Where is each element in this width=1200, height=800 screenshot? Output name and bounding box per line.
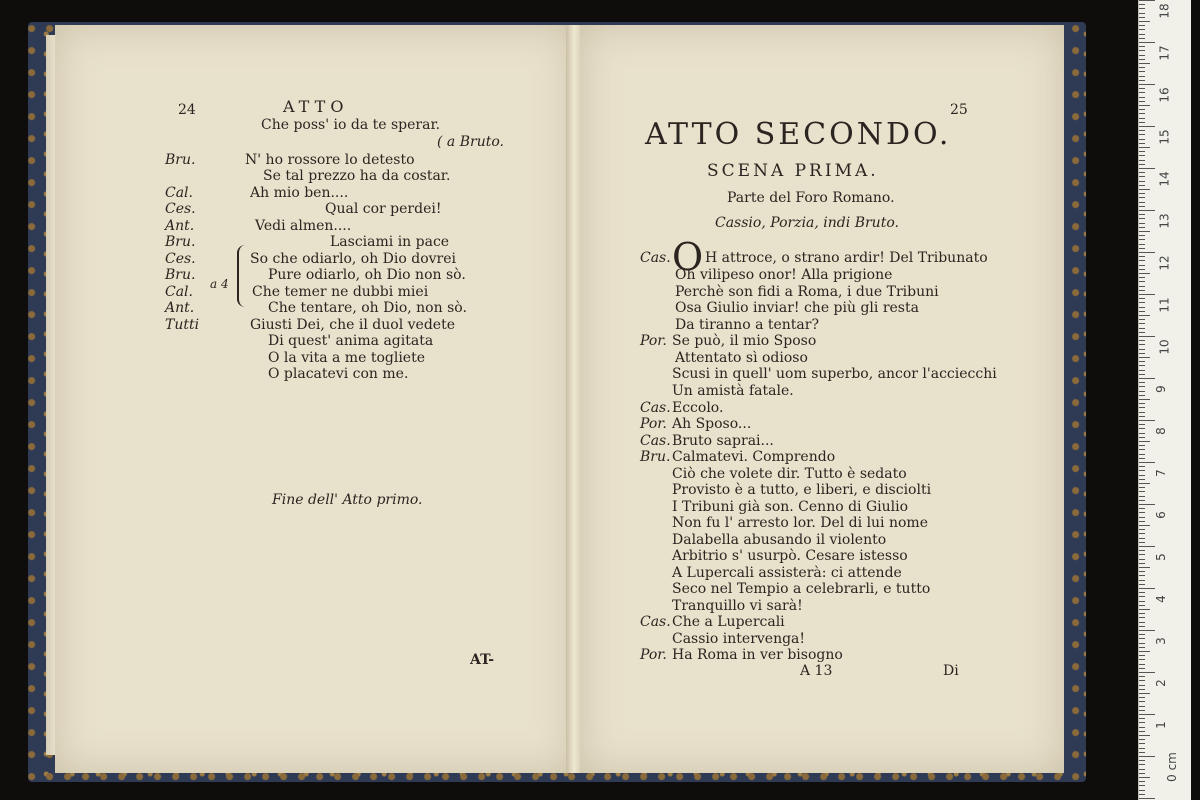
ruler-number: 0 cm: [1164, 752, 1179, 782]
ruler-number: 3: [1153, 637, 1168, 645]
ruler-tick: [1139, 517, 1145, 518]
ruler-tick: [1139, 601, 1145, 602]
end-note: Fine dell' Atto primo.: [272, 492, 423, 508]
ruler-tick: [1139, 370, 1145, 371]
ruler-tick: [1139, 105, 1150, 106]
ruler-tick: [1139, 197, 1145, 198]
line: Cassio intervenga!: [672, 631, 806, 647]
line: Seco nel Tempio a celebrarli, e tutto: [672, 581, 931, 597]
line: Oh vilipeso onor! Alla prigione: [675, 267, 893, 283]
ruler-tick: [1139, 0, 1155, 1]
ruler-tick: [1139, 290, 1145, 291]
line: O placatevi con me.: [268, 366, 409, 382]
ruler-tick: [1139, 307, 1145, 308]
ruler-tick: [1139, 59, 1145, 60]
ruler-number: 14: [1157, 171, 1172, 187]
ruler-tick: [1139, 756, 1155, 757]
ruler-tick: [1139, 344, 1145, 345]
ruler-tick: [1139, 395, 1145, 396]
speaker: Por.: [640, 333, 667, 349]
speaker: Tutti: [165, 317, 200, 333]
line: Pure odiarlo, oh Dio non sò.: [268, 267, 466, 283]
line: Perchè son fidi a Roma, i due Tribuni: [675, 284, 939, 300]
ruler-tick: [1139, 147, 1150, 148]
left-header: ATTO: [283, 97, 349, 116]
ruler-tick: [1139, 428, 1145, 429]
ruler-tick: [1139, 25, 1145, 26]
line: Eccolo.: [672, 400, 724, 416]
ruler-tick: [1139, 760, 1145, 761]
line: Un amistà fatale.: [672, 383, 794, 399]
ruler-tick: [1139, 643, 1145, 644]
ruler-number: 15: [1157, 129, 1172, 145]
ruler-number: 13: [1157, 213, 1172, 229]
line: So che odiarlo, oh Dio dovrei: [250, 251, 457, 267]
line: Non fu l' arresto lor. Del di lui nome: [672, 515, 928, 531]
speaker: Cas.: [640, 250, 671, 266]
line: Attentato sì odioso: [675, 350, 808, 366]
ruler-tick: [1139, 546, 1155, 547]
ruler-tick: [1139, 571, 1145, 572]
line: N' ho rossore lo detesto: [245, 152, 415, 168]
speaker: Cal.: [165, 284, 193, 300]
ruler-tick: [1139, 483, 1150, 484]
ruler-tick: [1139, 706, 1145, 707]
ruler-tick: [1139, 769, 1145, 770]
ruler-tick: [1139, 701, 1145, 702]
ruler-tick: [1139, 416, 1145, 417]
line: Provisto è a tutto, e liberi, e disciolti: [672, 482, 932, 498]
ruler-tick: [1139, 668, 1145, 669]
ruler-tick: [1139, 50, 1145, 51]
ruler-tick: [1139, 67, 1145, 68]
ruler-tick: [1139, 46, 1145, 47]
line: Ah mio ben....: [250, 185, 349, 201]
ruler-tick: [1139, 542, 1145, 543]
line: Ha Roma in ver bisogno: [672, 647, 843, 663]
ruler-tick: [1139, 529, 1145, 530]
ruler-tick: [1139, 554, 1145, 555]
ruler-tick: [1139, 437, 1145, 438]
ruler-number: 6: [1153, 511, 1168, 519]
ruler-tick: [1139, 21, 1150, 22]
ruler-tick: [1139, 349, 1145, 350]
ruler-tick: [1139, 97, 1145, 98]
line: Tranquillo vi sarà!: [672, 598, 803, 614]
line: Che a Lupercali: [672, 614, 785, 630]
ruler-tick: [1139, 420, 1155, 421]
ruler-tick: [1139, 680, 1145, 681]
speaker: Cas.: [640, 614, 671, 630]
ruler-tick: [1139, 143, 1145, 144]
ruler-tick: [1139, 4, 1145, 5]
speaker: Ant.: [165, 300, 195, 316]
ruler-number: 11: [1157, 297, 1172, 313]
ruler-tick: [1139, 647, 1145, 648]
ruler-tick: [1139, 256, 1145, 257]
line: O la vita a me togliete: [268, 350, 425, 366]
ruler-tick: [1139, 193, 1145, 194]
ruler-tick: [1139, 76, 1145, 77]
ruler-tick: [1139, 559, 1145, 560]
ruler-tick: [1139, 525, 1150, 526]
ruler-tick: [1139, 206, 1145, 207]
ruler-number: 18: [1157, 3, 1172, 19]
right-catchword: Di: [943, 663, 959, 679]
ruler-tick: [1139, 323, 1145, 324]
ruler-tick: [1139, 651, 1150, 652]
signature-mark: A 13: [800, 663, 833, 679]
ruler-tick: [1139, 239, 1145, 240]
ruler-tick: [1139, 185, 1145, 186]
line: Da tiranno a tentar?: [675, 317, 819, 333]
ruler-tick: [1139, 382, 1145, 383]
ruler-tick: [1139, 630, 1155, 631]
ruler-tick: [1139, 685, 1145, 686]
line: I Tribuni già son. Cenno di Giulio: [672, 499, 909, 515]
ruler-tick: [1139, 638, 1145, 639]
ruler-tick: [1139, 491, 1145, 492]
ruler-tick: [1139, 567, 1150, 568]
ruler-tick: [1139, 580, 1145, 581]
ruler-tick: [1139, 710, 1145, 711]
ruler-tick: [1139, 412, 1145, 413]
speaker: Bru.: [640, 449, 671, 465]
stage-direction: ( a Bruto.: [437, 134, 504, 150]
ruler-tick: [1139, 655, 1145, 656]
ruler-tick: [1139, 357, 1150, 358]
ruler-tick: [1139, 798, 1155, 799]
ruler-tick: [1139, 748, 1145, 749]
ruler-tick: [1139, 84, 1155, 85]
ruler-tick: [1139, 596, 1145, 597]
line: Bruto saprai...: [672, 433, 774, 449]
line: Vedi almen....: [255, 218, 352, 234]
a4-marker: a 4: [210, 277, 229, 291]
ruler-tick: [1139, 92, 1145, 93]
ruler-tick: [1139, 672, 1155, 673]
act-title: ATTO SECONDO.: [645, 117, 952, 152]
ruler-tick: [1139, 626, 1145, 627]
ruler-tick: [1139, 735, 1150, 736]
ruler-tick: [1139, 785, 1145, 786]
ruler-number: 5: [1153, 553, 1168, 561]
ruler-tick: [1139, 88, 1145, 89]
ruler-tick: [1139, 781, 1145, 782]
ruler-tick: [1139, 466, 1145, 467]
ruler-tick: [1139, 634, 1145, 635]
ruler-tick: [1139, 248, 1145, 249]
speaker: Cal.: [165, 185, 193, 201]
brace: [237, 245, 249, 307]
ruler-tick: [1139, 13, 1145, 14]
line: Osa Giulio inviar! che più gli resta: [675, 300, 919, 316]
ruler-tick: [1139, 38, 1145, 39]
ruler-tick: [1139, 777, 1150, 778]
ruler-tick: [1139, 218, 1145, 219]
ruler-tick: [1139, 235, 1145, 236]
ruler-tick: [1139, 286, 1145, 287]
speaker: Ant.: [165, 218, 195, 234]
ruler-tick: [1139, 176, 1145, 177]
ruler-tick: [1139, 731, 1145, 732]
speaker: Bru.: [165, 152, 196, 168]
ruler-tick: [1139, 223, 1145, 224]
ruler-tick: [1139, 617, 1145, 618]
line: Arbitrio s' usurpò. Cesare istesso: [672, 548, 908, 564]
ruler-tick: [1139, 42, 1155, 43]
ruler-tick: [1139, 231, 1150, 232]
speaker: Por.: [640, 416, 667, 432]
ruler-tick: [1139, 609, 1150, 610]
ruler-tick: [1139, 160, 1145, 161]
ruler-tick: [1139, 613, 1145, 614]
ruler-tick: [1139, 743, 1145, 744]
ruler-tick: [1139, 584, 1145, 585]
ruler-tick: [1139, 575, 1145, 576]
line: Che temer ne dubbi miei: [252, 284, 429, 300]
ruler-tick: [1139, 462, 1155, 463]
drop-cap: O: [672, 235, 704, 279]
ruler-tick: [1139, 118, 1145, 119]
ruler-tick: [1139, 449, 1145, 450]
speaker: Bru.: [165, 267, 196, 283]
ruler-tick: [1139, 374, 1145, 375]
ruler-tick: [1139, 134, 1145, 135]
ruler-tick: [1139, 336, 1155, 337]
ruler-tick: [1139, 521, 1145, 522]
ruler-tick: [1139, 55, 1145, 56]
ruler-tick: [1139, 512, 1145, 513]
ruler-tick: [1139, 277, 1145, 278]
ruler-tick: [1139, 332, 1145, 333]
ruler-tick: [1139, 71, 1145, 72]
ruler-tick: [1139, 622, 1145, 623]
ruler-tick: [1139, 109, 1145, 110]
line: Giusti Dei, che il duol vedete: [250, 317, 455, 333]
ruler-tick: [1139, 714, 1155, 715]
ruler-tick: [1139, 113, 1145, 114]
ruler-tick: [1139, 298, 1145, 299]
ruler-number: 2: [1153, 679, 1168, 687]
ruler-tick: [1139, 227, 1145, 228]
line: A Lupercali assisterà: ci attende: [672, 565, 902, 581]
ruler-tick: [1139, 433, 1145, 434]
ruler-number: 16: [1157, 87, 1172, 103]
ruler-tick: [1139, 269, 1145, 270]
ruler-tick: [1139, 340, 1145, 341]
ruler-tick: [1139, 458, 1145, 459]
ruler-tick: [1139, 328, 1145, 329]
ruler-tick: [1139, 550, 1145, 551]
ruler-tick: [1139, 676, 1145, 677]
line: Scusi in quell' uom superbo, ancor l'acciecchi: [672, 366, 997, 382]
ruler-tick: [1139, 365, 1145, 366]
line: Che poss' io da te sperar.: [261, 117, 441, 133]
ruler-tick: [1139, 130, 1145, 131]
ruler-tick: [1139, 718, 1145, 719]
ruler-tick: [1139, 189, 1150, 190]
ruler-tick: [1139, 407, 1145, 408]
setting: Parte del Foro Romano.: [727, 190, 895, 206]
ruler-tick: [1139, 496, 1145, 497]
speaker: Ces.: [165, 201, 196, 217]
ruler-tick: [1139, 605, 1145, 606]
ruler-tick: [1139, 424, 1145, 425]
ruler-tick: [1139, 403, 1145, 404]
ruler-tick: [1139, 265, 1145, 266]
line: Se può, il mio Sposo: [672, 333, 817, 349]
ruler-tick: [1139, 260, 1145, 261]
ruler-tick: [1139, 155, 1145, 156]
ruler-tick: [1139, 391, 1145, 392]
ruler-tick: [1139, 273, 1150, 274]
ruler-tick: [1139, 34, 1145, 35]
ruler-tick: [1139, 588, 1155, 589]
ruler-tick: [1139, 122, 1145, 123]
ruler-number: 8: [1153, 427, 1168, 435]
ruler-number: 7: [1153, 469, 1168, 477]
ruler-tick: [1139, 697, 1145, 698]
speaker: Bru.: [165, 234, 196, 250]
ruler-tick: [1139, 353, 1145, 354]
speaker: Cas.: [640, 433, 671, 449]
line: Ah Sposo...: [672, 416, 752, 432]
ruler-tick: [1139, 315, 1150, 316]
ruler-tick: [1139, 399, 1150, 400]
speaker: Por.: [640, 647, 667, 663]
ruler-tick: [1139, 487, 1145, 488]
ruler-number: 12: [1157, 255, 1172, 271]
ruler-tick: [1139, 139, 1145, 140]
ruler-tick: [1139, 500, 1145, 501]
ruler-tick: [1139, 764, 1145, 765]
left-catchword: AT-: [470, 652, 495, 668]
ruler-tick: [1139, 739, 1145, 740]
ruler-tick: [1139, 252, 1155, 253]
ruler-tick: [1139, 319, 1145, 320]
ruler-tick: [1139, 172, 1145, 173]
ruler-tick: [1139, 773, 1145, 774]
ruler-tick: [1139, 17, 1145, 18]
right-page-number: 25: [950, 102, 968, 118]
ruler-tick: [1139, 454, 1145, 455]
ruler-tick: [1139, 693, 1150, 694]
ruler-tick: [1139, 386, 1145, 387]
ruler-number: 4: [1153, 595, 1168, 603]
ruler-tick: [1139, 727, 1145, 728]
scene-title: SCENA PRIMA.: [707, 161, 879, 181]
ruler-tick: [1139, 151, 1145, 152]
ruler-tick: [1139, 664, 1145, 665]
line: Lasciami in pace: [330, 234, 450, 250]
ruler-tick: [1139, 8, 1145, 9]
ruler-tick: [1139, 470, 1145, 471]
ruler-tick: [1139, 378, 1155, 379]
ruler-tick: [1139, 210, 1155, 211]
ruler-tick: [1139, 168, 1155, 169]
ruler-tick: [1139, 202, 1145, 203]
ruler-tick: [1139, 538, 1145, 539]
characters: Cassio, Porzia, indi Bruto.: [715, 215, 899, 231]
ruler-tick: [1139, 445, 1145, 446]
ruler-tick: [1139, 29, 1145, 30]
ruler-tick: [1139, 533, 1145, 534]
ruler-tick: [1139, 659, 1145, 660]
line: Dalabella abusando il violento: [672, 532, 887, 548]
line: Calmatevi. Comprendo: [672, 449, 836, 465]
ruler-tick: [1139, 504, 1155, 505]
ruler-tick: [1139, 164, 1145, 165]
ruler-tick: [1139, 294, 1155, 295]
ruler-tick: [1139, 563, 1145, 564]
ruler-tick: [1139, 794, 1145, 795]
ruler-tick: [1139, 63, 1150, 64]
line: Ciò che volete dir. Tutto è sedato: [672, 466, 907, 482]
ruler-tick: [1139, 508, 1145, 509]
ruler-number: 9: [1153, 385, 1168, 393]
line: Qual cor perdei!: [325, 201, 442, 217]
left-page-number: 24: [178, 102, 196, 118]
speaker: Ces.: [165, 251, 196, 267]
ruler-tick: [1139, 281, 1145, 282]
ruler-tick: [1139, 479, 1145, 480]
ruler-tick: [1139, 790, 1145, 791]
ruler-tick: [1139, 214, 1145, 215]
ruler-tick: [1139, 441, 1150, 442]
line: Che tentare, oh Dio, non sò.: [268, 300, 467, 316]
measuring-ruler: [1138, 0, 1191, 800]
ruler-tick: [1139, 126, 1155, 127]
ruler-tick: [1139, 101, 1145, 102]
ruler-tick: [1139, 475, 1145, 476]
ruler-tick: [1139, 361, 1145, 362]
ruler-tick: [1139, 302, 1145, 303]
ruler-tick: [1139, 311, 1145, 312]
ruler-tick: [1139, 722, 1145, 723]
ruler-tick: [1139, 689, 1145, 690]
ruler-tick: [1139, 752, 1145, 753]
speaker: Cas.: [640, 400, 671, 416]
ruler-tick: [1139, 244, 1145, 245]
ruler-number: 17: [1157, 45, 1172, 61]
ruler-tick: [1139, 592, 1145, 593]
ruler-tick: [1139, 80, 1145, 81]
ruler-number: 1: [1153, 721, 1168, 729]
line: Se tal prezzo ha da costar.: [263, 168, 451, 184]
ruler-number: 10: [1157, 339, 1172, 355]
ruler-tick: [1139, 181, 1145, 182]
line: Di quest' anima agitata: [268, 333, 434, 349]
line: H attroce, o strano ardir! Del Tribunato: [705, 250, 988, 266]
